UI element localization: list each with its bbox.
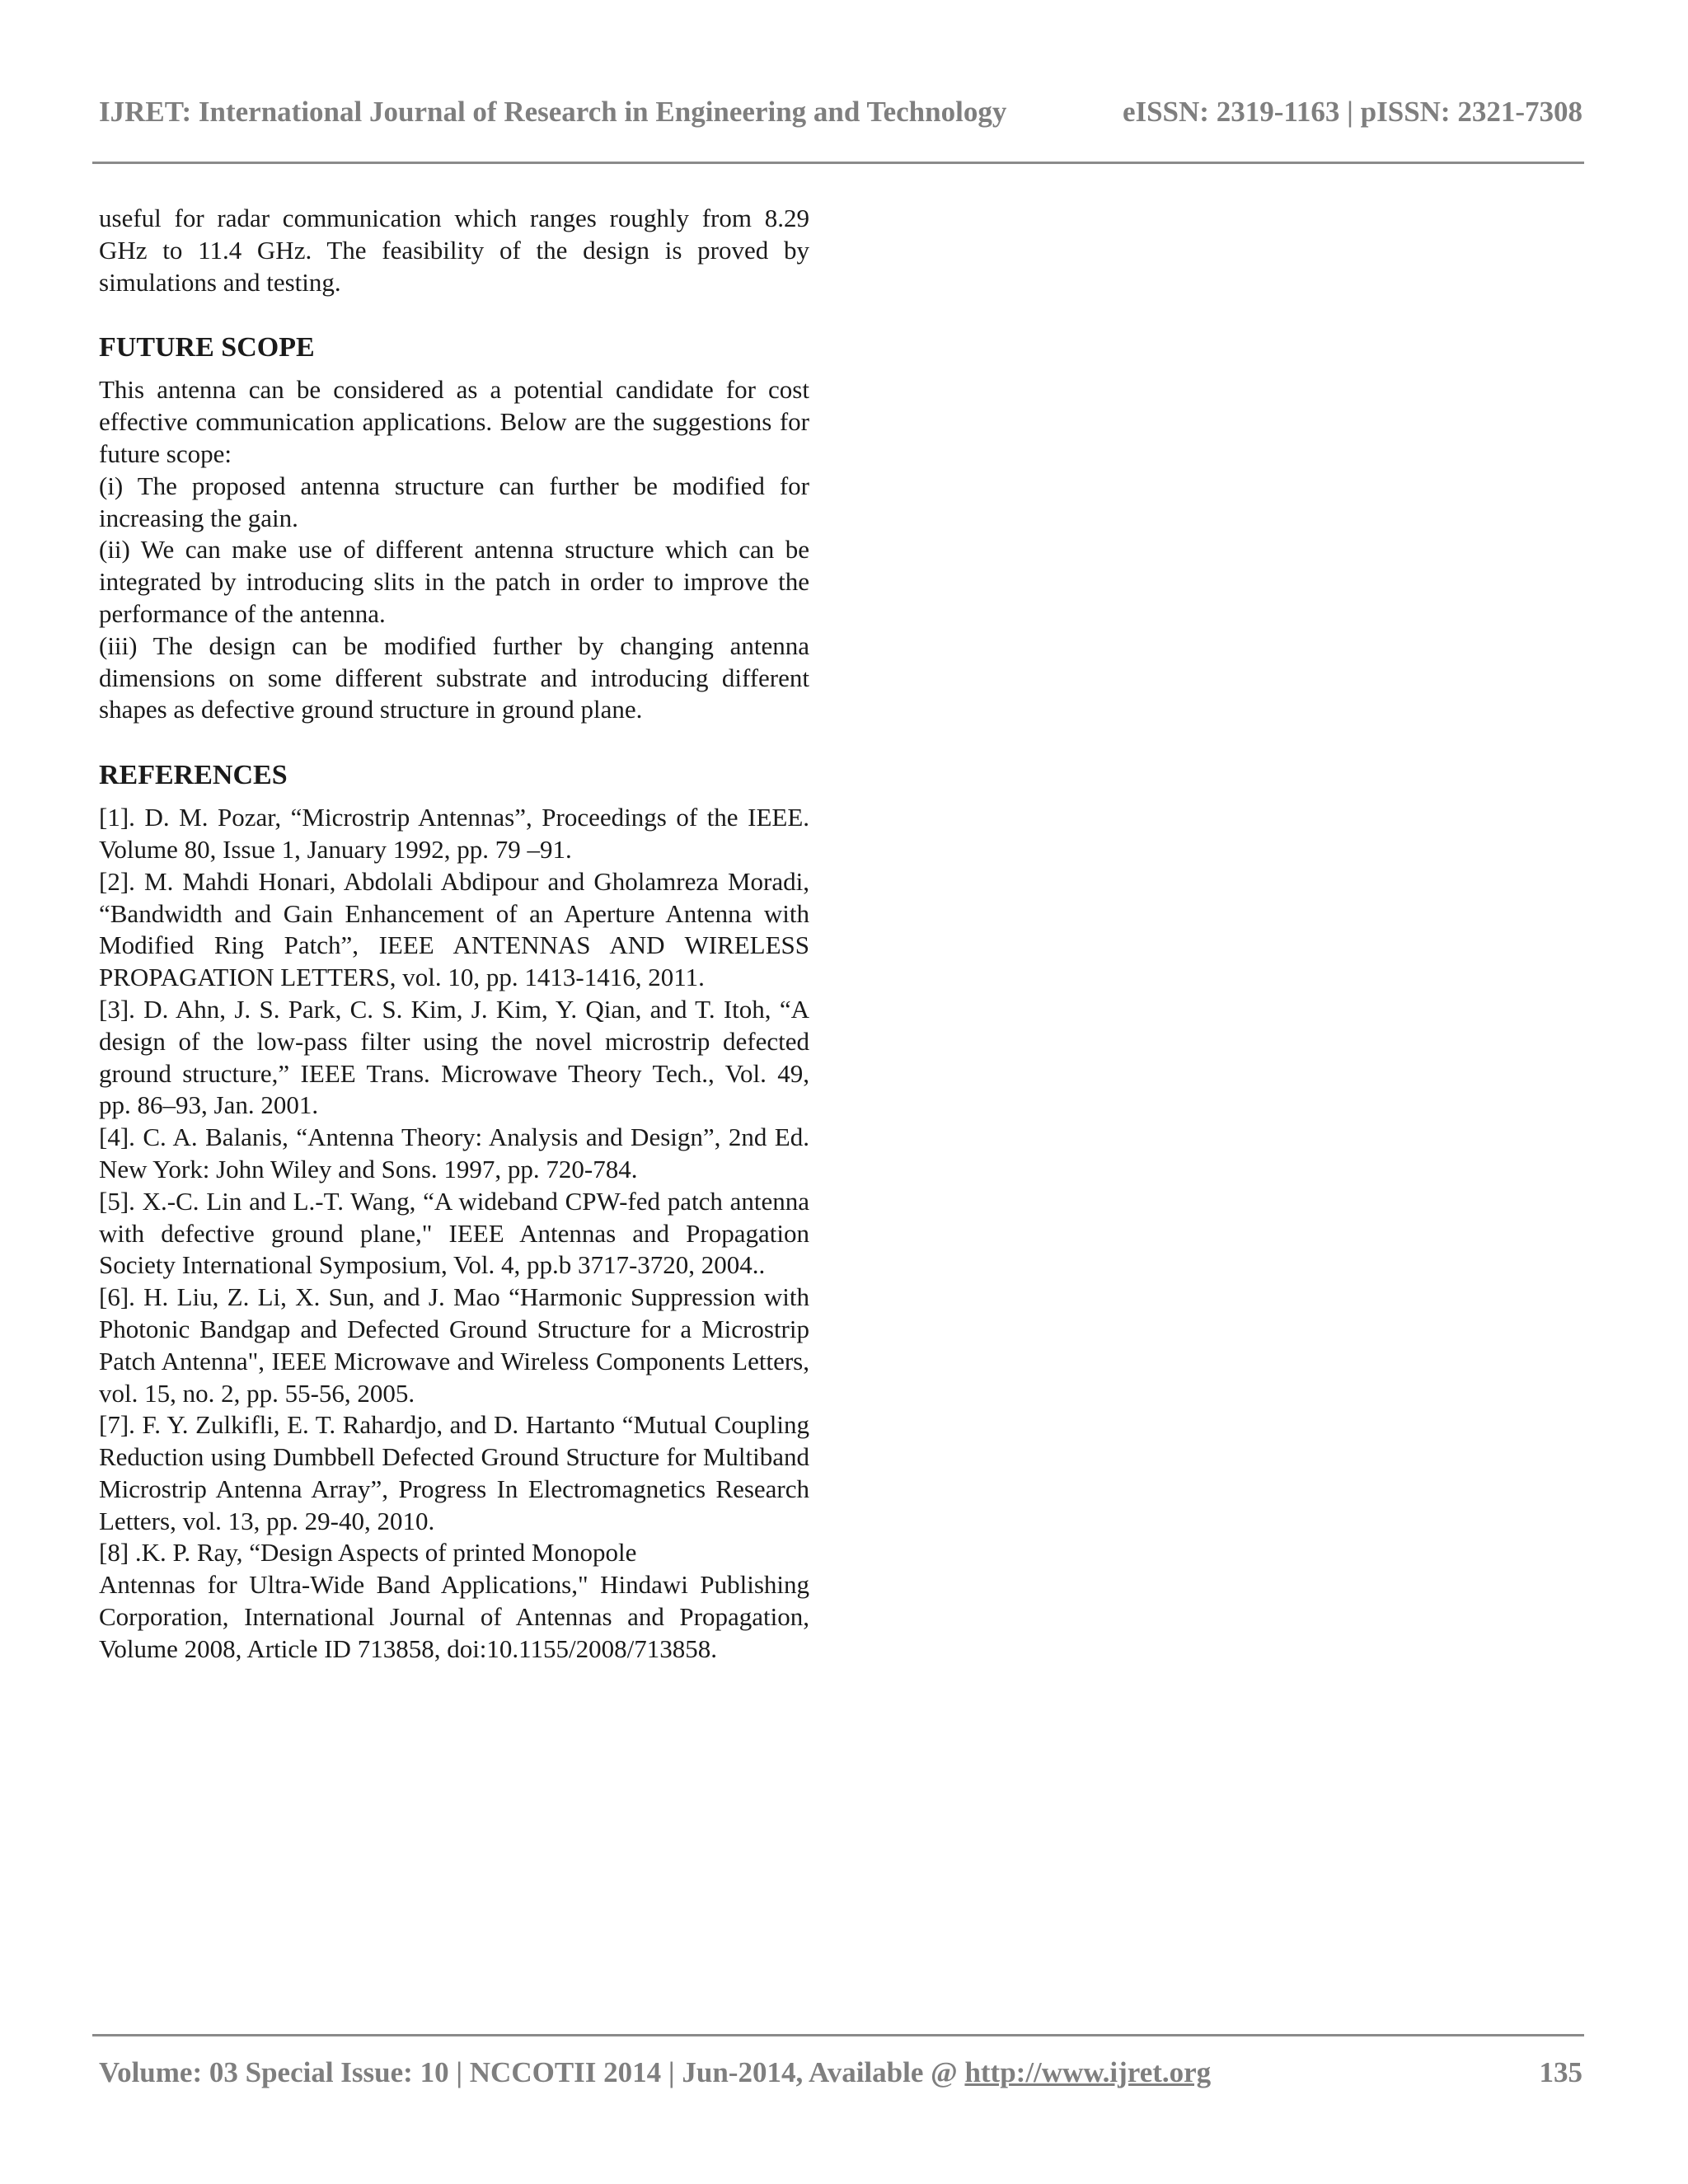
header-divider xyxy=(92,162,1584,164)
future-scope-item: (i) The proposed antenna structure can further be modified for increasing the gain. xyxy=(99,471,809,532)
reference-item: [5]. X.-C. Lin and L.-T. Wang, “A wideband CPW-fed patch antenna with defective ground plane," IEEE Antennas and Propagation Society International Symposium, Vol. 4, pp.b 3717-3720, 2004.. xyxy=(99,1186,809,1280)
page-number: 135 xyxy=(1539,2056,1582,2088)
reference-item: [4]. C. A. Balanis, “Antenna Theory: Analysis and Design”, 2nd Ed. New York: John Wiley and Sons. 1997, pp. 720-784. xyxy=(99,1122,809,1183)
reference-item: [2]. M. Mahdi Honari, Abdolali Abdipour and Gholamreza Moradi, “Bandwidth and Gain Enhancement of an Aperture Antenna with Modified Ring Patch”, IEEE ANTENNAS AND WIRELESS PROPAGATION LETTERS, vol. 10, pp. 1413-1416, 2011. xyxy=(99,866,809,992)
volume-info xyxy=(99,2056,1211,2089)
reference-item: [8] .K. P. Ray, “Design Aspects of printed Monopole xyxy=(99,1538,637,1568)
references-heading: REFERENCES xyxy=(99,760,288,791)
content-column xyxy=(99,203,809,1666)
future-scope-item: (ii) We can make use of different antenna structure which can be integrated by introducing slits in the patch in order to improve the performance of the antenna. xyxy=(99,535,809,628)
reference-item: [7]. F. Y. Zulkifli, E. T. Rahardjo, and D. Hartanto “Mutual Coupling Reduction using Dumbbell Defected Ground Structure for Multiband Microstrip Antenna Array”, Progress In Electromagnetics Research Letters, vol. 13, pp. 29-40, 2010. xyxy=(99,1410,809,1535)
reference-item: [3]. D. Ahn, J. S. Park, C. S. Kim, J. Kim, Y. Qian, and T. Itoh, “A design of the low-pass filter using the novel microstrip defected ground structure,” IEEE Trans. Microwave Theory Tech., Vol. 49, pp. 86–93, Jan. 2001. xyxy=(99,994,809,1120)
future-scope-intro: This antenna can be considered as a potential candidate for cost effective communication applications. Below are the suggestions for future scope: xyxy=(99,375,809,468)
volume-info-text: Volume: 03 Special Issue: 10 | NCCOTII 2014 | Jun-2014, Available @ xyxy=(99,2056,965,2088)
intro-paragraph: useful for radar communication which ranges roughly from 8.29 GHz to 11.4 GHz. The feasibility of the design is proved by simulations and testing. xyxy=(99,204,809,297)
footer-divider xyxy=(92,2034,1584,2036)
future-scope-item: (iii) The design can be modified further by changing antenna dimensions on some different substrate and introducing different shapes as defective ground structure in ground plane. xyxy=(99,630,809,724)
journal-title: IJRET: International Journal of Research in Engineering and Technology xyxy=(99,96,1007,128)
page-footer xyxy=(99,2056,1582,2097)
future-scope-heading: FUTURE SCOPE xyxy=(99,332,315,363)
reference-item: [6]. H. Liu, Z. Li, X. Sun, and J. Mao “Harmonic Suppression with Photonic Bandgap and Defected Ground Structure for a Microstrip Patch Antenna", IEEE Microwave and Wireless Components Letters, vol. 15, no. 2, pp. 55-56, 2005. xyxy=(99,1282,809,1408)
issn-info: eISSN: 2319-1163 | pISSN: 2321-7308 xyxy=(1122,96,1582,128)
page-header xyxy=(99,96,1582,137)
reference-item: [1]. D. M. Pozar, “Microstrip Antennas”, Proceedings of the IEEE. Volume 80, Issue 1, January 1992, pp. 79 –91. xyxy=(99,803,809,864)
reference-item: Antennas for Ultra-Wide Band Applications," Hindawi Publishing Corporation, International Journal of Antennas and Propagation, Volume 2008, Article ID 713858, doi:10.1155/2008/713858. xyxy=(99,1570,809,1663)
journal-website-link[interactable]: http://www.ijret.org xyxy=(964,2056,1212,2088)
